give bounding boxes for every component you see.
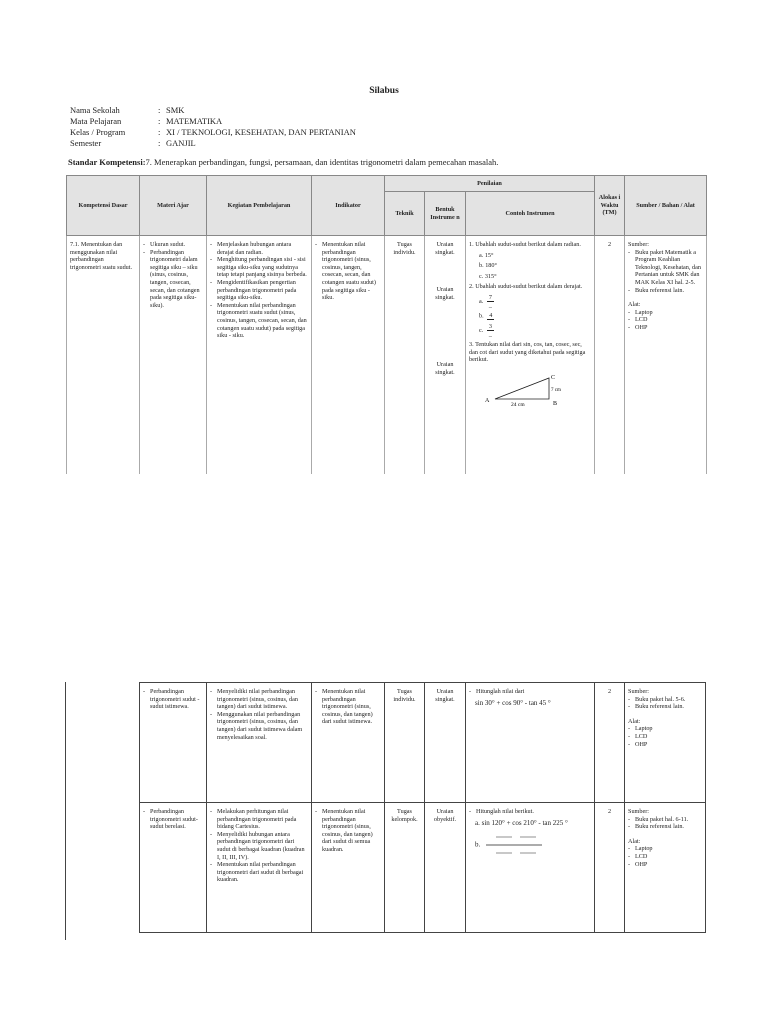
info-separator: : <box>158 138 161 148</box>
list-item: - Menentukan nilai perbandingan trigonometri dari sudut di berbagai kuadran. <box>210 861 308 884</box>
list-item: - Hitunglah nilai dari <box>469 688 591 696</box>
table-left-border <box>65 682 66 940</box>
list-item: - Laptop <box>628 845 702 853</box>
list-item: - Buku paket hal. 6-11. <box>628 816 702 824</box>
list-item: - OHP <box>628 741 702 749</box>
list-item: - Menentukan nilai perbandingan trigonometri (sinus, cosinus, dan tangen) dari sudut istimewa. <box>315 688 381 726</box>
alokasi-cell: 2 <box>595 803 625 933</box>
info-label: Semester <box>70 138 102 148</box>
list-item: - LCD <box>628 853 702 861</box>
list-item: - Hitunglah nilai berikut. <box>469 808 591 816</box>
header-alokasi: Alokas i Waktu (TM) <box>595 176 625 236</box>
info-row <box>70 138 356 149</box>
info-value: XI / TEKNOLOGI, KESEHATAN, DAN PERTANIAN <box>166 127 356 137</box>
list-item: - Laptop <box>628 309 703 317</box>
info-separator: : <box>158 127 161 137</box>
formula: a. sin 120° + cos 210° - tan 225 ° <box>475 818 568 827</box>
list-item: - Mengidentifikasikan pengertian perbandingan trigonometri pada segitiga siku-siku. <box>210 279 308 302</box>
kegiatan-cell <box>207 803 312 933</box>
materi-cell <box>140 683 207 803</box>
table-row <box>67 236 707 474</box>
header-bentuk: Bentuk Instrume n <box>425 192 466 236</box>
triangle-hypotenuse <box>495 378 549 399</box>
fraction: $\frac{3}{\_}$ <box>488 322 492 338</box>
list-item: - Perbandingan trigonometri sudut - sudut istimewa. <box>143 688 203 711</box>
list-item: - Melakukan perhitungan nilai perbandingan trigonometri pada bidang Cartesius. <box>210 808 308 831</box>
list-item: - Ukuran sudut. <box>143 241 203 249</box>
info-label: Mata Pelajaran <box>70 116 122 126</box>
header-contoh: Contoh Instrumen <box>466 192 595 236</box>
materi-cell <box>140 803 207 933</box>
list-item: - Perbandingan trigonometri dalam segitiga siku – siku (sinus, cosinus, tangen, cosecan, secan, dan cotangen pada segitiga siku-siku). <box>143 249 203 310</box>
header-indikator: Indikator <box>312 176 385 236</box>
side-label: 7 cm <box>551 387 561 393</box>
list-item: - Buku referensi lain. <box>628 823 702 831</box>
kegiatan-cell <box>207 236 312 474</box>
info-row <box>70 116 356 127</box>
bentuk-item: Uraian singkat. <box>435 241 455 256</box>
page-title: Silabus <box>369 86 399 96</box>
list-item: - OHP <box>628 324 703 332</box>
info-row <box>70 127 356 138</box>
teknik-cell: Tugas kelompok. <box>385 803 425 933</box>
list-item: - Buku referensi lain. <box>628 287 703 295</box>
contoh-cell <box>466 803 595 933</box>
info-separator: : <box>158 105 161 115</box>
question-3: 3. Tentukan nilai dari sin, cos, tan, cosec, sec, dan cot dari sudut yang diketahui pada segitiga berikut. <box>469 340 586 364</box>
fraction-figure <box>482 831 562 859</box>
list-item: - Laptop <box>628 725 702 733</box>
table-row <box>140 803 706 933</box>
header-sumber: Sumber / Bahan / Alat <box>625 176 707 236</box>
header-penilaian: Penilaian <box>385 176 595 192</box>
list-item: - Perbandingan trigonometri sudut-sudut berelasi. <box>143 808 203 831</box>
list-item: - Menyelidiki nilai perbandingan trigonometri (sinus, cosinus, dan tangen) dari sudut istimewa. <box>210 688 308 711</box>
standar-value: 7. Menerapkan perbandingan, fungsi, persamaan, dan identitas trigonometri dalam pemecahan masalah. <box>145 157 499 167</box>
contoh-cell <box>466 236 595 474</box>
alat-label: Alat: <box>628 717 641 725</box>
vertex-a: A <box>485 397 490 404</box>
info-label: Kelas / Program <box>70 127 126 137</box>
question-item: a. 15° <box>479 251 494 259</box>
formula: sin 30° + cos 90° - tan 45 ° <box>475 698 551 707</box>
list-item: - Buku paket hal. 5-6. <box>628 696 702 704</box>
list-item: - Menjelaskan hubungan antara derajat dan radian. <box>210 241 308 256</box>
list-item: - Menentukan nilai perbandingan trigonometri suatu sudut (sinus, cosinus, tangen, cosecan, secan, dan cotangen suatu sudut) pada segitiga siku - siku. <box>210 302 308 340</box>
bentuk-item: Uraian singkat. <box>435 286 455 301</box>
info-separator: : <box>158 116 161 126</box>
fraction: $\frac{7}{\_}$ <box>488 293 492 309</box>
info-row <box>70 105 356 116</box>
materi-cell <box>140 236 207 474</box>
list-item: - Buku referensi lain. <box>628 703 702 711</box>
alat-label: Alat: <box>628 837 641 845</box>
standar-kompetensi <box>68 157 498 167</box>
sumber-cell <box>625 803 706 933</box>
standar-label: Standar Kompetensi: <box>68 157 146 167</box>
teknik-cell: Tugas individu. <box>385 683 425 803</box>
bentuk-cell: Uraian singkat. <box>425 683 466 803</box>
info-value: GANJIL <box>166 138 196 148</box>
question-item: b. 4 <box>479 311 493 320</box>
list-item: - Menentukan nilai perbandingan trigonometri (sinus, cosinus, tangen, cosecan, secan, dan cotangen suatu sudut) pada segitiga siku - siku. <box>315 241 381 302</box>
question-item: b. 180° <box>479 262 497 270</box>
info-value: MATEMATIKA <box>166 116 223 126</box>
sumber-label: Sumber: <box>628 688 649 695</box>
document-info <box>70 105 356 149</box>
triangle-figure <box>477 371 567 407</box>
indikator-cell <box>312 683 385 803</box>
header-kompetensi: Kompetensi Dasar <box>67 176 140 236</box>
list-item: - OHP <box>628 861 702 869</box>
header-kegiatan: Kegiatan Pembelajaran <box>207 176 312 236</box>
silabus-table-continued <box>139 682 706 933</box>
bentuk-cell: Uraian obyektif. <box>425 803 466 933</box>
info-label: Nama Sekolah <box>70 105 120 115</box>
question-item: c. 315° <box>479 272 497 280</box>
question-2: 2. Ubahlah sudut-sudut berikut dalam derajat. <box>469 283 583 291</box>
fraction: 4 <box>489 311 493 319</box>
vertex-b: B <box>553 400 558 407</box>
question-1: 1. Ubahlah sudut-sudut berikut dalam radian. <box>469 241 581 248</box>
indikator-cell <box>312 236 385 474</box>
list-item: - Menyelidiki hubungan antara perbandingan trigonometri dari sudut di berbagai kuadran (kuadran I, II, III, IV). <box>210 831 308 861</box>
sumber-label: Sumber: <box>628 808 649 815</box>
alat-label: Alat: <box>628 301 641 309</box>
alokasi-cell: 2 <box>595 236 625 474</box>
list-item: - Menghitung perbandingan sisi - sisi segitiga siku-siku yang sudutnya tetap tetapi panjang sisinya berbeda. <box>210 256 308 279</box>
base-label: 24 cm <box>511 401 525 407</box>
kegiatan-cell <box>207 683 312 803</box>
list-item: - Menentukan nilai perbandingan trigonometri (sinus, cosinus, dan tangen) dari sudut di semua kuadran. <box>315 808 381 854</box>
bentuk-cell <box>425 236 466 474</box>
header-teknik: Teknik <box>385 192 425 236</box>
sumber-cell <box>625 236 707 474</box>
alokasi-cell: 2 <box>595 683 625 803</box>
list-item: - Menggunakan nilai perbandingan trigonometri (sinus, cosinus, dan tangen) dari sudut istimewa dalam menyelesaikan soal. <box>210 711 308 741</box>
list-item: - LCD <box>628 733 702 741</box>
table-row <box>140 683 706 803</box>
bentuk-item: Uraian singkat. <box>435 361 455 376</box>
question-item: a. $\frac{7}{\_}$ <box>479 293 492 309</box>
formula-b: b. <box>469 831 591 859</box>
list-item: - Buku paket Matematik a Program Keahlian Teknologi, Kesehatan, dan Pertanian untuk SMK dan MAK Kelas XI hal. 2-5. <box>628 249 703 287</box>
silabus-table <box>66 175 707 474</box>
indikator-cell <box>312 803 385 933</box>
teknik-cell: Tugas individu. <box>385 236 425 474</box>
vertex-c: C <box>551 374 556 381</box>
header-materi: Materi Ajar <box>140 176 207 236</box>
question-item: c. $\frac{3}{\_}$ <box>479 322 492 338</box>
list-item: - LCD <box>628 316 703 324</box>
sumber-cell <box>625 683 706 803</box>
contoh-cell <box>466 683 595 803</box>
sumber-label: Sumber: <box>628 241 649 248</box>
kompetensi-cell: 7.1. Menentukan dan menggunakan nilai perbandingan trigonometri suatu sudut. <box>67 236 140 474</box>
info-value: SMK <box>166 105 185 115</box>
